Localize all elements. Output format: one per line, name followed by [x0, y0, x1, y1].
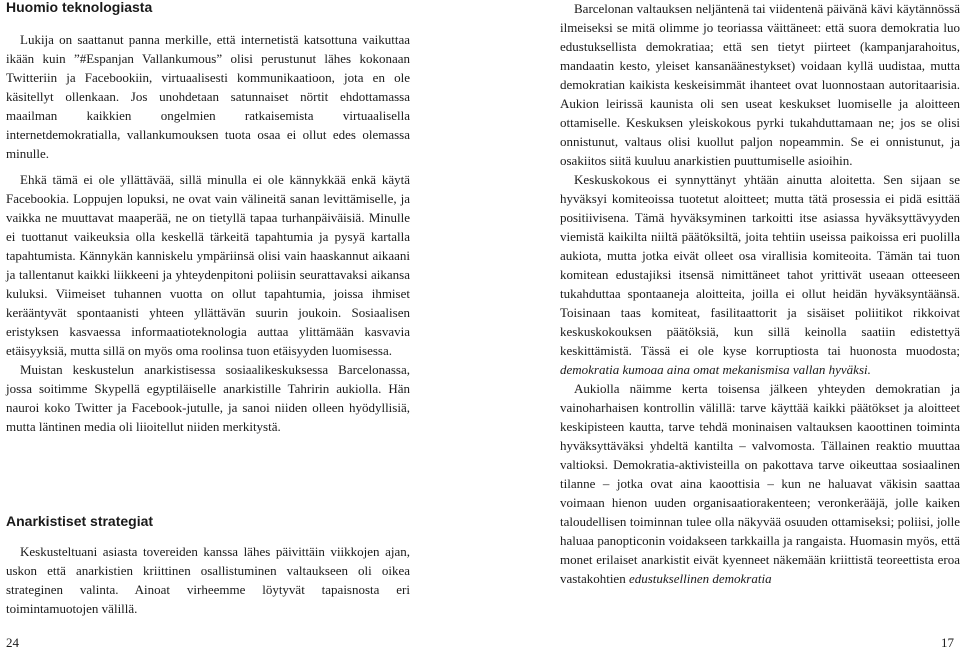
page-number-right: 17 — [941, 635, 954, 650]
right-paragraph-2-text: Keskuskokous ei synnyttänyt yhtään ainutta aloitetta. Sen sijaan se hyväksyi komiteoissa tuotetut aloitteet; mutta tätä prosessia ei pidä esittää positiivisena. Tämä hyväksyminen tarkoitti itse asiassa hyväksyttävyyden viemistä kaikilta niiltä päätöksiltä, joita tehtiin useissa paikoissa eri puolilla aukiota, mutta jotka eivät olleet osa virallisia komiteoita. Tämän tai tuon komitean edustajiksi itsensä nimittäneet tahot yrittivät useaan otteeseen tukahduttaa spontaaneja aloitteita, joilla ei ollut heidän hyväksyntäänsä. Toisinaan taas komiteat, fasilitaattorit ja sisäiset poliitikot rikkoivat keskuskokouksen päätöksiä, kun sillä keinolla saatiin edistettyä keskittämistä. Tässä ei ole kyse korruptiosta tai huonosta muodosta; — [560, 172, 960, 358]
page-number-left: 24 — [6, 635, 19, 650]
section-heading-strategies: Anarkistiset strategiat — [6, 513, 154, 529]
left-paragraph-3: Muistan keskustelun anarkistisessa sosiaalikeskuksessa Barcelonassa, jossa soitimme Skypellä egyptiläiselle anarkistille Tahririn aukiolla. Hän nauroi koko Twitter ja Facebook-jutulle, ja sanoi niiden olleen hyödyllisiä, mutta läntinen media oli liioitellut niiden merkitystä. — [6, 362, 410, 434]
right-paragraph-3-text: Aukiolla näimme kerta toisensa jälkeen yhteyden demokratian ja vainoharhaisen kontrollin välillä: tarve käyttää kaikki päätökset ja aloitteet keskipisteen kautta, tarve tehdä moninaisen valtauksen kaoottinen toiminta hyväksyttäväksi yhdeltä kantilta – valvomosta. Tällainen reaktio muuttaa valtioksi. Demokratia-aktivisteilla on pakottava tarve oikeuttaa sosiaalinen tilanne – jotka ovat aina kaoottisia – kun ne haluavat väkisin saattaa voimaan hienon uuden organisaatiorakenteen; veronkerääjä, jolle kaiken taloudellisen toiminnan tulee olla näkyvää osuuden ottamiseksi; poliisi, jolle haluaa panopticonin voidakseen tarkkailla ja rangaista. Huomasin myös, että monet erilaiset anarkistit eivät kyenneet näkemään kriittistä teoreettista eroa vastakohtien — [560, 381, 960, 586]
right-paragraph-1: Barcelonan valtauksen neljäntenä tai viidentenä päivänä kävi käytännössä ilmeiseksi se mitä olimme jo teoriassa väittäneet: että suora demokratia luo edustuksellista demokratiaa; että sen tietyt piirteet (kampanjarahoitus, mandaatin kesto, yleiset kansanäänestykset) voidaan kyllä uudistaa, mutta demokratian kaikista keskeisimmät ihanteet ovat luonnostaan autoritaarisia. Aukion leirissä kaunista oli sen useat keskukset luomiselle ja aloitteen ottamiselle. Keskuksen yleiskokous pyrki tukahduttamaan ne; jos se olisi onnistunut, valtaus olisi kuollut paljon nopeammin. Se ei onnistunut, ja osakiitos siitä kuuluu anarkistien puuttumiselle asioihin. — [560, 1, 960, 168]
right-page — [480, 0, 960, 650]
right-paragraph-2 — [560, 170, 960, 379]
right-paragraph-3 — [560, 379, 960, 588]
left-paragraph-1: Lukija on saattanut panna merkille, että internetistä katsottuna vaikuttaa ikään kuin ”#Espanjan Vallankumous” olisi perustunut lähes kokonaan Twitteriin ja Facebookiin, virtuaalisesti kommunikaatioon, jota en ole käsitellyt ollenkaan. Jos unohdetaan satunnaiset nörtit ehdottamassa maailman kaikkien ongelmien ratkaisemista virtuaalisella internetdemokratialla, vallankumouksen tuota osaa ei ollut edes olemassa minulle. — [6, 32, 410, 161]
left-section-paragraph: Keskusteltuani asiasta tovereiden kanssa lähes päivittäin viikkojen ajan, uskon että anarkistien kriittinen osallistuminen valtaukseen oli oikea strateginen valinta. Ainoat virheemme löytyvät tapaisnosta eri toimintamuotojen välillä. — [6, 544, 410, 616]
right-body — [560, 0, 960, 588]
left-paragraph-2: Ehkä tämä ei ole yllättävää, sillä minulla ei ole kännykkää enkä käytä Facebookia. Loppujen lopuksi, ne ovat vain välineitä sanan levittämiselle, ja vaikka ne muuttavat maaperää, ne on tietyllä tapaa turhanpäiväisiä. Minulle ei tuottanut vaikeuksia olla keskellä tärkeitä tapahtumia ja pysyä kartalla tapahtumista. Kännykän kanniskelu ympäriinsä olisi vain haaskannut aikaani ja tallentanut kaikki liikkeeni ja yhteydenpitoni poliisin seurattavaksi aikansa kuluksi. Viimeiset tuhannen vuotta on ollut tapahtumia, joissa ihmiset kerääntyvät spontaanisti yhteen yllättävän suurin joukoin. Sosiaalisen eristyksen kasvaessa informaatioteknologia auttaa ylittämään kasvavia etäisyyksiä, mutta sillä on myös oma roolinsa tuon etäisyyden luomisessa. — [6, 172, 410, 358]
left-body — [6, 30, 410, 436]
section-heading-technology: Huomio teknologiasta — [6, 0, 153, 15]
right-paragraph-2-emphasis: demokratia kumoaa aina omat mekanismisa vallan hyväksi. — [560, 362, 871, 377]
right-paragraph-3-emphasis: edustuksellinen demokratia — [628, 571, 772, 586]
left-section-body — [6, 542, 410, 618]
